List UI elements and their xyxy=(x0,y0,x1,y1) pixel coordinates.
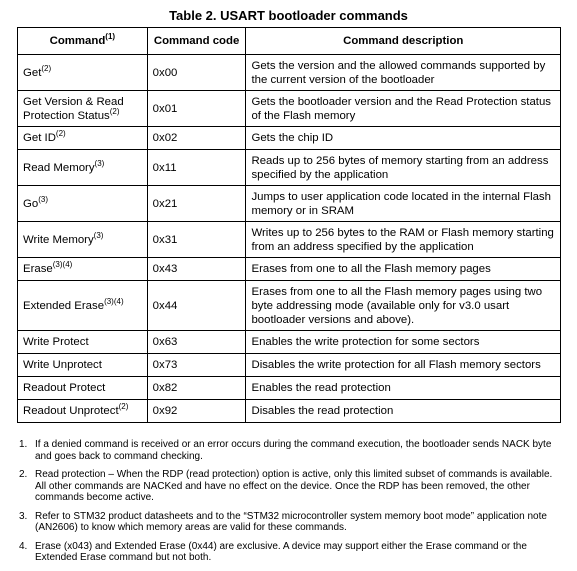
command-name-cell xyxy=(18,258,148,281)
command-name-cell xyxy=(18,400,148,423)
command-name-cell xyxy=(18,377,148,400)
command-name: Extended Erase xyxy=(23,299,105,312)
header-command xyxy=(18,28,148,55)
header-command-description: Command description xyxy=(246,28,561,55)
command-code: 0x92 xyxy=(147,400,246,423)
footnote-number: 1. xyxy=(19,439,28,450)
command-footnote: (2) xyxy=(109,106,120,116)
command-code: 0x02 xyxy=(147,127,246,150)
command-footnote: (3) xyxy=(93,230,104,240)
table-row xyxy=(18,222,561,258)
command-footnote: (3) xyxy=(94,158,105,168)
table-row xyxy=(18,377,561,400)
command-name: Readout Protect xyxy=(23,382,106,394)
command-footnote: (2) xyxy=(118,402,129,411)
commands-table xyxy=(17,27,561,423)
command-name-cell xyxy=(18,281,148,331)
command-code: 0x11 xyxy=(147,150,246,186)
command-description: Reads up to 256 bytes of memory starting from an address specified by the application xyxy=(246,150,561,186)
footnote-number: 4. xyxy=(19,540,28,552)
command-code: 0x82 xyxy=(147,377,246,400)
footnote-number: 2. xyxy=(19,469,28,480)
command-footnote: (2) xyxy=(55,129,66,138)
command-code: 0x21 xyxy=(147,186,246,222)
table-row xyxy=(18,150,561,186)
header-command-code: Command code xyxy=(147,28,246,55)
command-code: 0x31 xyxy=(147,222,246,258)
command-code: 0x44 xyxy=(147,281,246,331)
command-description: Erases from one to all the Flash memory pages xyxy=(246,258,561,281)
command-name: Go xyxy=(23,197,39,210)
command-code: 0x73 xyxy=(147,354,246,377)
command-description: Gets the bootloader version and the Read Protection status of the Flash memory xyxy=(246,91,561,127)
command-name: Get xyxy=(23,66,42,79)
table-row xyxy=(18,281,561,331)
command-description: Gets the chip ID xyxy=(246,127,561,150)
command-name: Read Memory xyxy=(23,161,95,174)
table-row xyxy=(18,186,561,222)
footnote-text: Read protection – When the RDP (read protection) option is active, only this limited subset of commands is available. All other commands are NACKed and have no effect on the device. Once the RDP has been removed, the other commands become active. xyxy=(35,469,553,503)
command-name-cell xyxy=(18,354,148,377)
table-row xyxy=(18,354,561,377)
command-code: 0x63 xyxy=(147,331,246,354)
command-name: Erase xyxy=(23,263,53,275)
table-row xyxy=(18,400,561,423)
table-notes xyxy=(19,439,559,571)
command-description: Erases from one to all the Flash memory pages using two byte addressing mode (available only for v3.0 usart bootloader versions and above). xyxy=(246,281,561,331)
footnote xyxy=(19,439,559,462)
footnote xyxy=(19,511,559,534)
table-row xyxy=(18,331,561,354)
command-description: Writes up to 256 bytes to the RAM or Flash memory starting from an address specified by the application xyxy=(246,222,561,258)
command-name: Write Protect xyxy=(23,336,89,348)
command-name-cell xyxy=(18,150,148,186)
footnote-text: If a denied command is received or an error occurs during the command execution, the bootloader sends NACK byte and goes back to command checking. xyxy=(35,439,552,462)
command-code: 0x01 xyxy=(147,91,246,127)
command-name-cell xyxy=(18,331,148,354)
command-description: Disables the write protection for all Flash memory sectors xyxy=(246,354,561,377)
footnote xyxy=(19,541,559,564)
command-name: Readout Unprotect xyxy=(23,405,119,417)
table-row xyxy=(18,91,561,127)
header-command-label: Command xyxy=(49,35,106,47)
command-description: Gets the version and the allowed commands supported by the current version of the bootloader xyxy=(246,55,561,91)
table-row xyxy=(18,55,561,91)
command-footnote: (3)(4) xyxy=(52,260,73,269)
command-name-cell xyxy=(18,222,148,258)
command-footnote: (3) xyxy=(38,194,48,204)
command-name: Write Memory xyxy=(23,233,94,246)
header-command-footnote: (1) xyxy=(105,32,116,41)
command-name-cell xyxy=(18,127,148,150)
command-name: Get ID xyxy=(23,132,56,144)
table-header-row xyxy=(18,28,561,55)
command-name: Get Version & Read Protection Status xyxy=(23,95,124,122)
command-code: 0x43 xyxy=(147,258,246,281)
table-row xyxy=(18,258,561,281)
command-description: Enables the write protection for some sectors xyxy=(246,331,561,354)
footnote xyxy=(19,469,559,504)
command-name: Write Unprotect xyxy=(23,359,102,371)
command-footnote: (3)(4) xyxy=(104,296,124,306)
table-row xyxy=(18,127,561,150)
footnote-number: 3. xyxy=(19,510,28,522)
command-description: Disables the read protection xyxy=(246,400,561,423)
footnote-text: Erase (x043) and Extended Erase (0x44) are exclusive. A device may support either the Erase command or the Extended Erase command but not both. xyxy=(35,540,527,563)
command-name-cell xyxy=(18,91,148,127)
command-description: Jumps to user application code located in the internal Flash memory or in SRAM xyxy=(246,186,561,222)
table-title: Table 2. USART bootloader commands xyxy=(169,8,408,23)
command-name-cell xyxy=(18,186,148,222)
command-footnote: (2) xyxy=(41,63,52,73)
command-name-cell xyxy=(18,55,148,91)
footnote-text: Refer to STM32 product datasheets and to the “STM32 microcontroller system memory boot mode” application note (AN2606) to know which memory areas are valid for these commands. xyxy=(35,510,547,533)
command-code: 0x00 xyxy=(147,55,246,91)
command-description: Enables the read protection xyxy=(246,377,561,400)
